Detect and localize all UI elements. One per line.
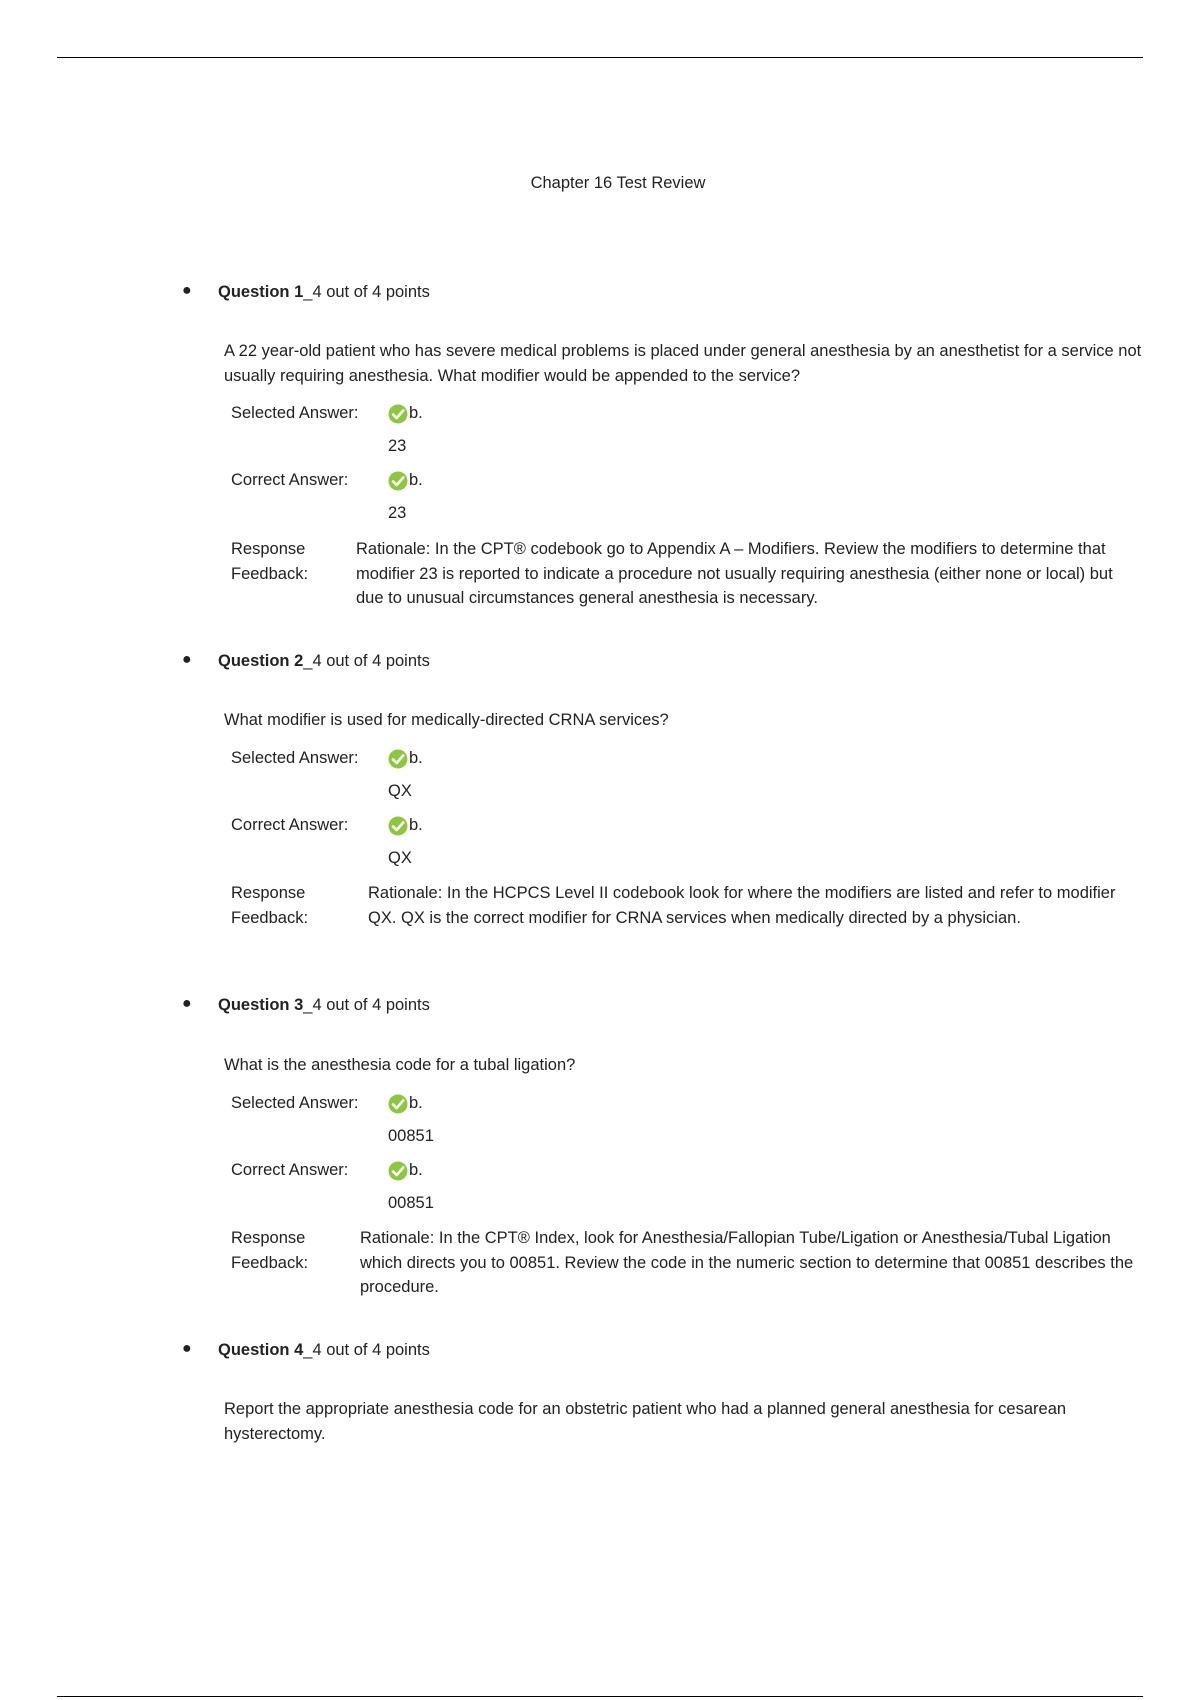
page-title: Chapter 16 Test Review	[530, 174, 706, 192]
correct-check-icon	[388, 749, 408, 769]
question-2-feedback: Rationale: In the HCPCS Level II codebook look for where the modifiers are listed and refer to modifier QX. QX is the correct modifier for CRNA services when medically directed by a physician.	[368, 884, 1116, 927]
selected-answer-label: Selected Answer:	[231, 749, 359, 767]
question-4-points: _4 out of 4 points	[303, 1341, 430, 1359]
top-rule	[57, 57, 1143, 58]
selected-answer-label: Selected Answer:	[231, 1094, 359, 1112]
response-feedback-label: Response Feedback:	[231, 540, 309, 583]
selected-answer-value: 23	[388, 436, 407, 455]
correct-answer-label: Correct Answer:	[231, 1161, 349, 1179]
question-2-correct-answer: b. QX	[388, 812, 423, 872]
question-1-title: Question 1	[218, 283, 304, 301]
correct-answer-label: Correct Answer:	[231, 816, 349, 834]
selected-answer-value: 00851	[388, 1126, 434, 1145]
question-1-points: _4 out of 4 points	[303, 283, 430, 301]
question-3-title: Question 3	[218, 996, 304, 1014]
correct-check-icon	[388, 816, 408, 836]
question-3-feedback: Rationale: In the CPT® Index, look for Anesthesia/Fallopian Tube/Ligation or Anesthesia/Tubal Ligation which directs you to 00851. Review the code in the numeric section to determine that 00851 describes the procedure.	[360, 1229, 1134, 1296]
correct-answer-value: 00851	[388, 1193, 434, 1212]
selected-answer-label: Selected Answer:	[231, 404, 359, 422]
bottom-rule	[57, 1696, 1143, 1697]
question-1-header	[182, 282, 430, 302]
question-4-title: Question 4	[218, 1341, 304, 1359]
correct-answer-value: 23	[388, 503, 407, 522]
question-4-header	[182, 1340, 430, 1360]
question-2-title: Question 2	[218, 652, 304, 670]
correct-check-icon	[388, 404, 408, 424]
question-3-selected-answer: b. 00851	[388, 1090, 434, 1150]
question-2-points: _4 out of 4 points	[303, 652, 430, 670]
question-1-feedback: Rationale: In the CPT® codebook go to Appendix A – Modifiers. Review the modifiers to determine that modifier 23 is reported to indicate a procedure not usually requiring anesthesia (either none or local) but due to unusual circumstances general anesthesia is necessary.	[356, 540, 1113, 607]
selected-answer-value: QX	[388, 781, 412, 800]
correct-answer-value: QX	[388, 848, 412, 867]
question-2-selected-answer: b. QX	[388, 745, 423, 805]
response-feedback-label: Response Feedback:	[231, 1229, 309, 1272]
bullet-icon: ●	[182, 995, 192, 1012]
bullet-icon: ●	[182, 651, 192, 668]
question-2-header	[182, 651, 430, 671]
correct-check-icon	[388, 1161, 408, 1181]
correct-check-icon	[388, 471, 408, 491]
question-1-selected-answer: b. 23	[388, 400, 423, 460]
correct-answer-label: Correct Answer:	[231, 471, 349, 489]
bullet-icon: ●	[182, 1340, 192, 1357]
question-1-text: A 22 year-old patient who has severe medical problems is placed under general anesthesia by an anesthetist for a service not usually requiring anesthesia. What modifier would be appended to the service?	[224, 342, 1142, 385]
question-3-points: _4 out of 4 points	[303, 996, 430, 1014]
question-3-text: What is the anesthesia code for a tubal ligation?	[224, 1056, 576, 1074]
bullet-icon: ●	[182, 282, 192, 299]
question-4-text: Report the appropriate anesthesia code for an obstetric patient who had a planned general anesthesia for cesarean hysterectomy.	[224, 1400, 1067, 1443]
question-2-text: What modifier is used for medically-directed CRNA services?	[224, 711, 669, 729]
correct-check-icon	[388, 1094, 408, 1114]
question-1-correct-answer: b. 23	[388, 467, 423, 527]
question-3-correct-answer: b. 00851	[388, 1157, 434, 1217]
response-feedback-label: Response Feedback:	[231, 884, 309, 927]
question-3-header	[182, 995, 430, 1015]
